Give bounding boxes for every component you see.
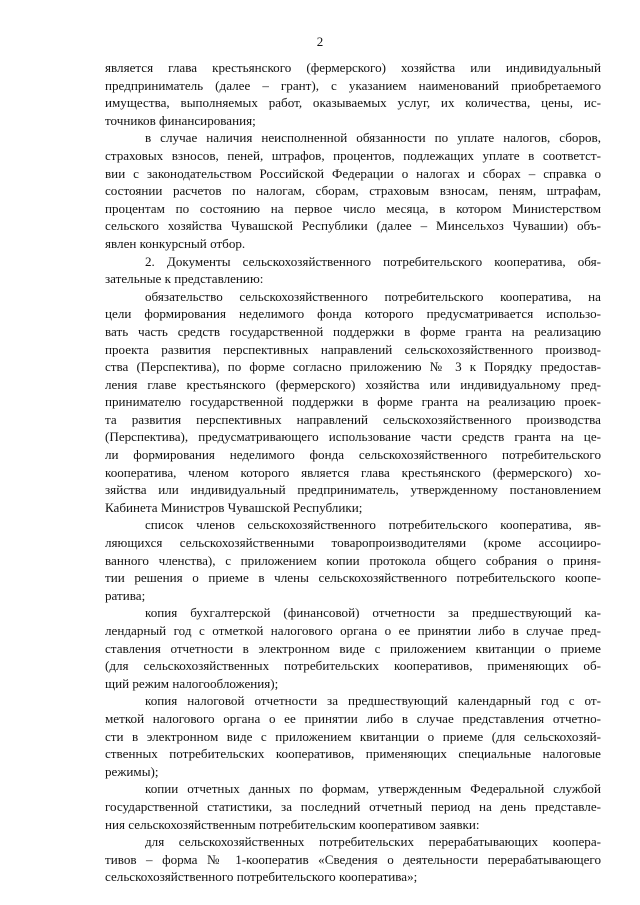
text-line: копия бухгалтерской (финансовой) отчетности за предшествующий ка- <box>145 605 601 621</box>
text-line: 2. Документы сельскохозяйственного потребительского кооператива, обя- <box>145 253 601 269</box>
text-line: ственных потребительских кооперативов, применяющих специальные налоговые <box>105 746 601 762</box>
text-line: страховых взносов, пеней, штрафов, процентов, подлежащих уплате в соответст- <box>105 147 601 163</box>
text-line: копии отчетных данных по формам, утвержденным Федеральной службой <box>145 781 601 797</box>
text-line: лендарный год с отметкой налогового органа о ее принятии либо в случае пред- <box>105 623 601 638</box>
text-line: точников финансирования; <box>105 112 256 128</box>
text-line: является глава крестьянского (фермерского) хозяйства или индивидуальный <box>105 60 601 75</box>
text-line: та развития перспективных направлений сельскохозяйственного производства <box>105 411 601 427</box>
text-line: ляющихся сельскохозяйственными товаропроизводителями (кроме ассоцииро- <box>105 535 601 551</box>
text-line: меткой налогового органа о ее принятии либо в случае представления отчетно- <box>105 710 601 726</box>
text-line: зательные к представлению: <box>105 271 264 287</box>
text-line: для сельскохозяйственных потребительских перерабатывающих коопера- <box>145 834 601 850</box>
text-line: режимы); <box>105 763 159 779</box>
page-number: 2 <box>316 34 324 49</box>
text-line: щий режим налогообложения); <box>105 675 279 691</box>
text-line: Кабинета Министров Чувашской Республики; <box>105 499 363 515</box>
text-line: ния сельскохозяйственным потребительским кооперативом заявки: <box>105 816 480 832</box>
text-line: ли формирования неделимого фонда сельскохозяйственного потребительского <box>105 447 601 463</box>
text-line: государственной статистики, за последний отчетный период на день представле- <box>105 798 601 814</box>
text-line: копия налоговой отчетности за предшествующий календарный год с от- <box>145 693 601 709</box>
text-line: сельского хозяйства Чувашской Республики (далее – Минсельхоз Чувашии) объ- <box>105 218 601 234</box>
text-line: цели формирования неделимого фонда которого предусматривается использо- <box>105 306 601 322</box>
text-line: ства (Перспектива), по форме согласно приложению № 3 к Порядку предостав- <box>105 359 601 375</box>
text-line: процентам по состоянию на первое число месяца, в котором Министерством <box>105 200 601 216</box>
text-line: ставления отчетности в электронном виде с приложением квитанции о приеме <box>105 640 601 656</box>
text-line: принимателю государственной поддержки в форме гранта на реализацию проек- <box>105 394 601 410</box>
text-line: вать часть средств государственной поддержки в форме гранта на реализацию <box>105 323 601 339</box>
text-line: вии с законодательством Российской Федерации о налогах и сборах – справка о <box>105 165 601 181</box>
text-line: тии решения о приеме в члены сельскохозяйственного потребительского коопе- <box>105 570 601 586</box>
text-line: (для сельскохозяйственных потребительских кооперативов, применяющих об- <box>105 658 601 674</box>
text-line: ратива; <box>105 587 146 603</box>
text-line: предприниматель (далее – грант), с указанием наименований приобретаемого <box>105 77 601 93</box>
text-line: имущества, выполняемых работ, оказываемых услуг, их количества, цены, ис- <box>105 95 601 111</box>
text-line: сельскохозяйственного потребительского кооператива»; <box>105 869 418 885</box>
document-body-text <box>105 59 601 886</box>
text-line: состоянии расчетов по налогам, сборам, страховым взносам, пеням, штрафам, <box>105 183 601 199</box>
text-line: обязательство сельскохозяйственного потребительского кооператива, на <box>145 288 601 304</box>
text-line: (Перспектива), предусматривающего использование части средств гранта на це- <box>105 429 601 445</box>
text-line: зяйства или индивидуальный предприниматель, утвержденному постановлением <box>105 482 601 498</box>
text-line: ванного членства), с приложением копии протокола общего собрания о приня- <box>105 552 601 568</box>
text-line: проекта развития перспективных направлений сельскохозяйственного производ- <box>105 341 601 357</box>
text-line: в случае наличия неисполненной обязанности по уплате налогов, сборов, <box>145 130 601 146</box>
text-line: список членов сельскохозяйственного потребительского кооператива, яв- <box>145 517 601 533</box>
text-line: ления главе крестьянского (фермерского) хозяйства или индивидуальному пред- <box>105 376 601 392</box>
text-line: тивов – форма № 1-кооператив «Сведения о деятельности перерабатывающего <box>105 851 601 867</box>
text-line: явлен конкурсный отбор. <box>105 235 246 251</box>
text-line: сти в электронном виде с приложением квитанции о приеме (для сельскохозяй- <box>105 728 601 744</box>
text-line: кооператива, членом которого является глава крестьянского (фермерского) хо- <box>105 464 601 480</box>
